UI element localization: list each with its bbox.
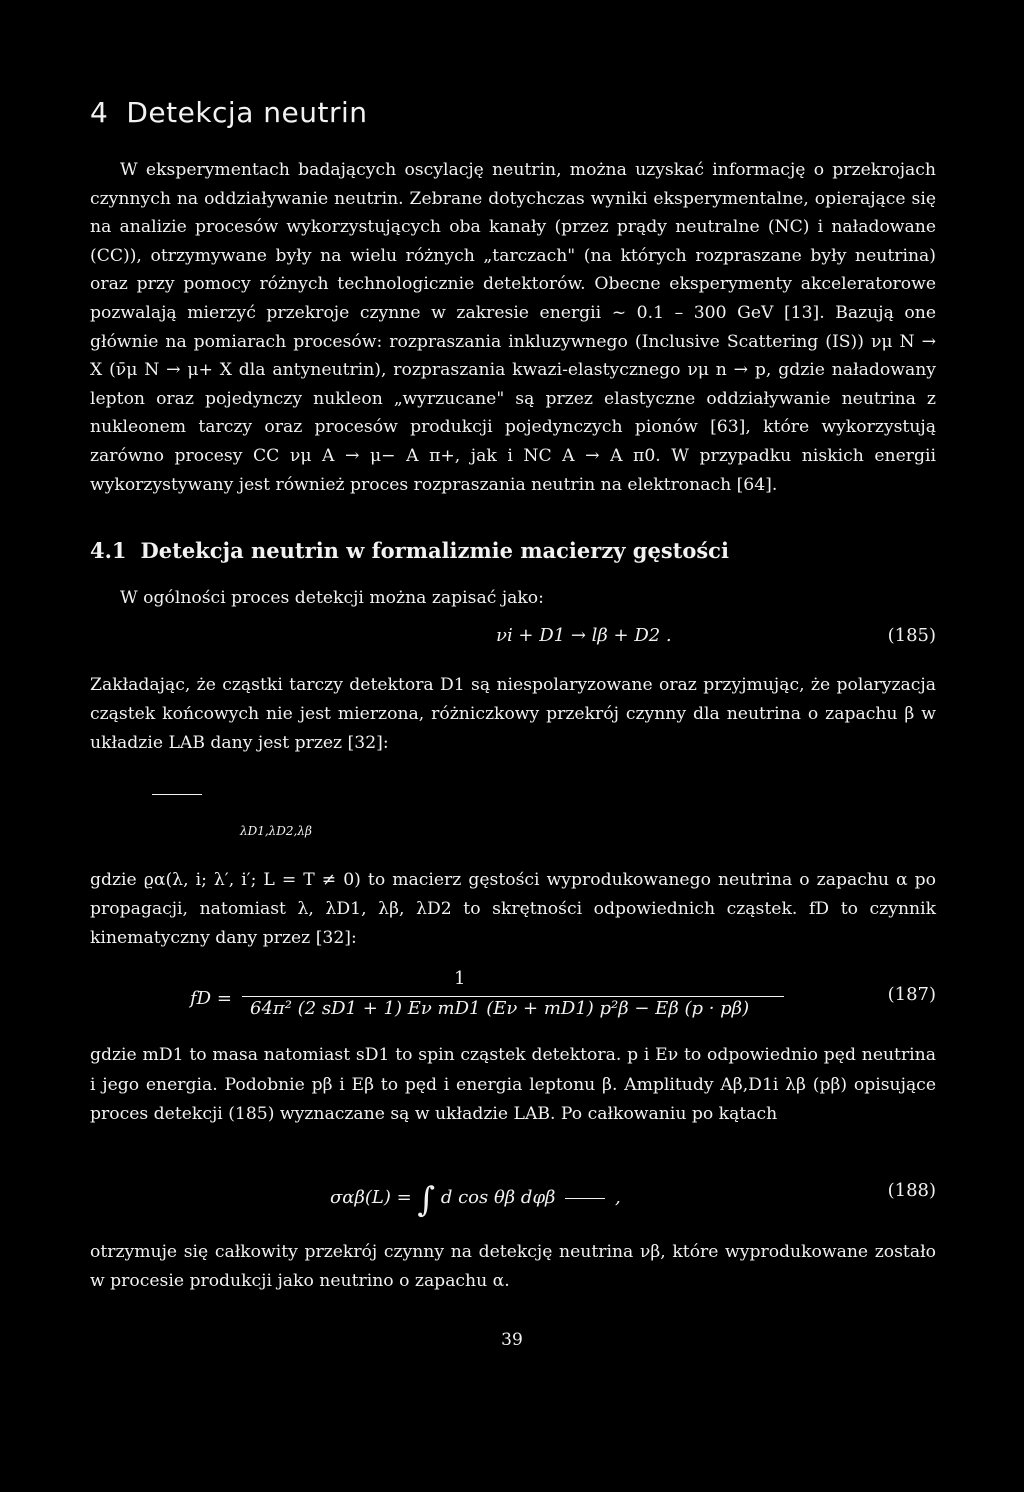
equation-187-denominator: 64π² (2 sD1 + 1) Eν mD1 (Eν + mD1) p²β − Eβ (p · pβ)	[250, 998, 750, 1019]
section-number: 4	[90, 96, 109, 129]
equation-188-fraction-bar	[565, 1198, 605, 1199]
equation-185-number: (185)	[887, 625, 936, 646]
paragraph-kinematics: gdzie mD1 to masa natomiast sD1 to spin cząstek detektora. p i Eν to odpowiednio pęd neutrina i jego energia. Podobnie pβ i Eβ to pęd i energia leptonu β. Amplitudy Aβ,D1i λβ (pβ) opisujące proces detekcji (185) wyznaczane są w układzie LAB. Po całkowaniu po kątach	[90, 1045, 936, 1124]
paragraph-density-matrix: gdzie ϱα(λ, i; λ′, i′; L = T ≠ 0) to macierz gęstości wyprodukowanego neutrina o zapachu α po propagacji, natomiast λ, λD1, λβ, λD2 to skrętności odpowiednich cząstek. fD to czynnik kinematyczny dany przez [32]:	[90, 870, 936, 948]
equation-186-sum-subscript: λD1,λD2,λβ	[240, 824, 312, 838]
equation-187-numerator: 1	[454, 968, 466, 989]
subsection-title: Detekcja neutrin w formalizmie macierzy gęstości	[140, 538, 729, 563]
paragraph-detection-process: W ogólności proces detekcji można zapisać jako:	[120, 588, 544, 608]
equation-188-number: (188)	[887, 1180, 936, 1201]
page-number: 39	[501, 1330, 523, 1350]
equation-188-lhs: σαβ(L) =	[330, 1187, 412, 1208]
equation-186-fraction-bar	[152, 794, 202, 795]
section-heading	[90, 96, 368, 129]
equation-187-sqrt-bar	[500, 996, 784, 997]
equation-188-integrand: d cos θβ dφβ	[440, 1187, 556, 1208]
subsection-heading	[90, 538, 729, 563]
equation-187-fraction-bar	[242, 996, 504, 997]
equation-185-body: νi + D1 → lβ + D2 .	[496, 625, 672, 646]
section-title: Detekcja neutrin	[126, 96, 368, 129]
equation-188-tail: ,	[614, 1187, 621, 1208]
equation-187	[90, 968, 936, 1028]
paragraph-assumptions: Zakładając, że cząstki tarczy detektora D1 są niespolaryzowane oraz przyjmując, że polaryzacja cząstek końcowych nie jest mierzona, różniczkowy przekrój czynny dla neutrina o zapachu β w układzie LAB dany jest przez [32]:	[90, 675, 936, 753]
paragraph-conclusion: otrzymuje się całkowity przekrój czynny na detekcję neutrina νβ, które wyprodukowane zostało w procesie produkcji jako neutrino o zapachu α.	[90, 1242, 936, 1291]
subsection-number: 4.1	[90, 538, 127, 563]
integral-sign-icon: ∫	[417, 1180, 436, 1220]
equation-188-body	[330, 1180, 621, 1220]
equation-187-lhs: fD =	[190, 988, 232, 1009]
equation-187-number: (187)	[887, 984, 936, 1005]
paragraph-intro: W eksperymentach badających oscylację neutrin, można uzyskać informację o przekrojach czynnych na oddziaływanie neutrin. Zebrane dotychczas wyniki eksperymentalne, opierające się na analizie procesów wykorzystujących oba kanały (przez prądy neutralne (NC) i naładowane (CC)), otrzymywane były na wielu różnych „tarczach" (na których rozpraszane były neutrina) oraz przy pomocy różnych technologicznie detektorów. Obecne eksperymenty akceleratorowe pozwalają mierzyć przekroje czynne w zakresie energii ~ 0.1 – 300 GeV [13]. Bazują one głównie na pomiarach procesów: rozpraszania inkluzywnego (Inclusive Scattering (IS)) νμ N → X (ν̄μ N → μ+ X dla antyneutrin), rozpraszania kwazi-elastycznego νμ n → p, gdzie naładowany lepton oraz pojedynczy nukleon „wyrzucane" są przez elastyczne oddziaływanie neutrina z nukleonem tarczy oraz procesów produkcji pojedynczych pionów [63], które wykorzystują zarówno procesy CC νμ A → μ− A π+, jak i NC A → A π0. W przypadku niskich energii wykorzystywany jest również proces rozpraszania neutrin na elektronach [64].	[90, 160, 936, 495]
